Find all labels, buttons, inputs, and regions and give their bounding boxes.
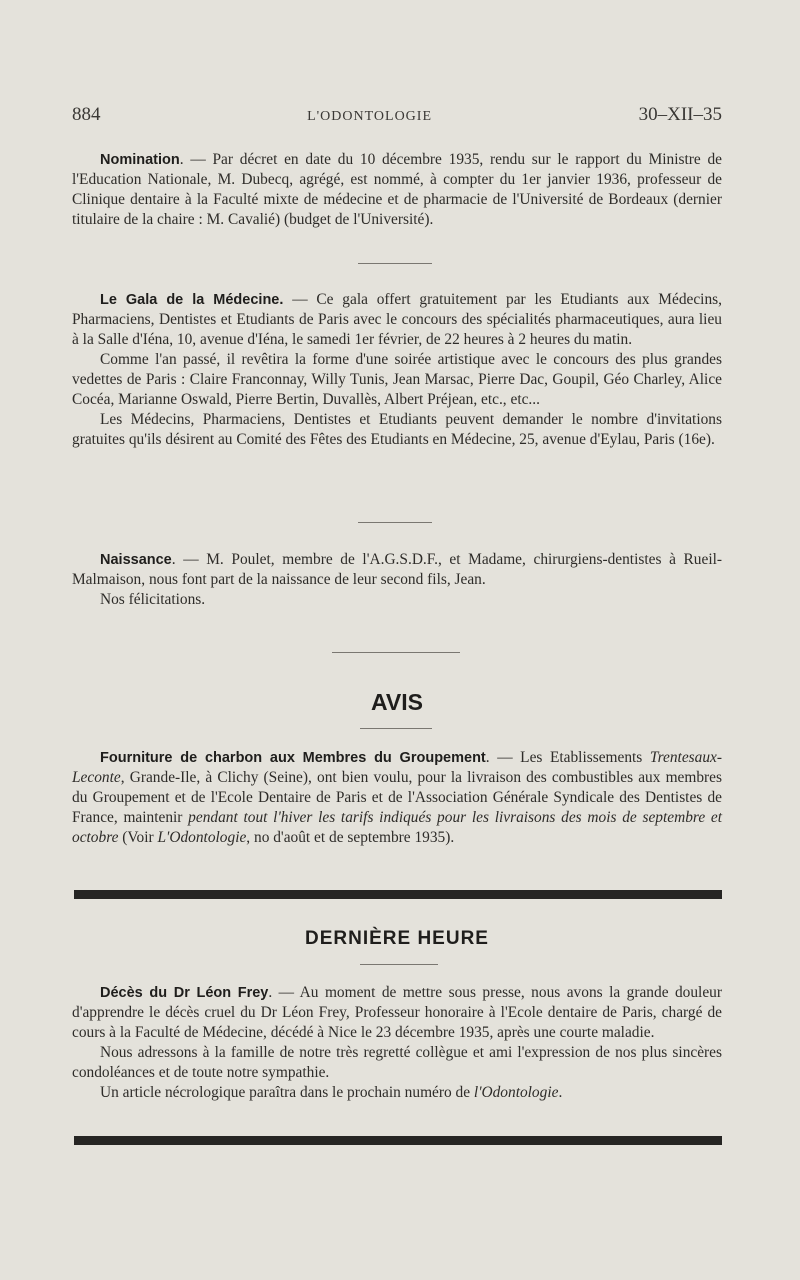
issue-date: 30–XII–35 — [638, 104, 722, 125]
nomination-title: Nomination — [100, 152, 180, 168]
section-divider — [358, 522, 432, 523]
top-black-band — [74, 890, 722, 899]
gala-paragraph-3: Les Médecins, Pharmaciens, Dentistes et Etudiants peuvent demander le nombre d'invitations gratuites qu'ils désirent au Comité des Fêtes des Etudiants en Médecine, 25, avenue d'Eylau, Paris (16e). — [72, 411, 722, 448]
avis-section — [72, 748, 722, 848]
derniere-heure-section — [72, 983, 722, 1103]
heading-underline — [360, 728, 432, 729]
naissance-text-1: . — M. Poulet, membre de l'A.G.S.D.F., et Madame, chirurgiens-dentistes à Rueil-Malmaison, nous font part de la naissance de leur second fils, Jean. — [72, 551, 722, 588]
journal-title: L'ODONTOLOGIE — [307, 109, 433, 124]
avis-text-4: , no d'août et de septembre 1935). — [246, 829, 455, 846]
avis-title: Fourniture de charbon aux Membres du Groupement — [100, 750, 486, 766]
obituary-text-3: Un article nécrologique paraîtra dans le prochain numéro de — [100, 1084, 474, 1101]
bottom-black-band — [74, 1136, 722, 1145]
section-divider — [358, 263, 432, 264]
page-number: 884 — [72, 104, 101, 125]
obituary-title: Décès du Dr Léon Frey — [100, 985, 269, 1001]
nomination-section — [72, 150, 722, 230]
avis-paragraph — [72, 748, 722, 848]
nomination-text: . — Par décret en date du 10 décembre 1935, rendu sur le rapport du Ministre de l'Education Nationale, M. Dubecq, agrégé, est nommé, à compter du 1er janvier 1936, professeur de Clinique dentaire à la Faculté mixte de médecine et de pharmacie de l'Université de Bordeaux (dernier titulaire de la chaire : M. Cavalié) (budget de l'Université). — [72, 151, 722, 228]
avis-text-3: (Voir — [118, 829, 158, 846]
obituary-paragraph-3 — [72, 1083, 722, 1103]
avis-text-1: . — Les Etablissements — [485, 749, 650, 766]
gala-section — [72, 290, 722, 450]
naissance-paragraph-2: Nos félicitations. — [100, 591, 206, 608]
avis-heading: AVIS — [371, 689, 423, 715]
avis-emphasis: pendant tout l'hiver les tarifs indiqués pour les livraisons des mois de septembre et octobre — [72, 809, 722, 846]
obituary-text-1: . — Au moment de mettre sous presse, nous avons la grande douleur d'apprendre le décès cruel du Dr Léon Frey, Professeur honoraire à l'Ecole dentaire de Paris, chargé de cours à la Faculté de Médecine, décédé à Nice le 23 décembre 1935, après une courte maladie. — [72, 984, 722, 1041]
nomination-paragraph — [72, 150, 722, 230]
gala-paragraph-1 — [72, 290, 722, 350]
heading-underline — [360, 964, 438, 965]
gala-paragraph-2: Comme l'an passé, il revêtira la forme d'une soirée artistique avec le concours des plus grandes vedettes de Paris : Claire Franconnay, Willy Tunis, Jean Marsac, Pierre Dac, Goupil, Géo Charley, Alice Cocéa, Marianne Oswald, Pierre Bertin, Duvallès, Albert Préjean, etc., etc... — [72, 351, 722, 408]
avis-text-2: , Grande-Ile, à Clichy (Seine), ont bien voulu, pour la livraison des combustibles aux membres du Groupement et de l'Ecole Dentaire de Paris et de l'Association Générale Syndicale des Dentistes de France, maintenir — [72, 769, 722, 826]
naissance-title: Naissance — [100, 552, 172, 568]
company-name: Trentesaux-Leconte — [72, 749, 722, 786]
obituary-paragraph-1 — [72, 983, 722, 1043]
obituary-text-3-end: . — [558, 1084, 563, 1101]
journal-reference: l'Odontologie — [473, 1084, 559, 1101]
running-head — [72, 104, 722, 126]
section-divider — [332, 652, 460, 653]
naissance-section — [72, 550, 722, 610]
obituary-paragraph-2: Nous adressons à la famille de notre très regretté collègue et ami l'expression de nos plus sincères condoléances et de toute notre sympathie. — [72, 1044, 722, 1081]
naissance-paragraph-1 — [72, 550, 722, 590]
gala-text-1: — Ce gala offert gratuitement par les Etudiants aux Médecins, Pharmaciens, Dentistes et Etudiants de Paris avec le concours des spécialités pharmaceutiques, aura lieu à la Salle d'Iéna, 10, avenue d'Iéna, le samedi 1er février, de 22 heures à 2 heures du matin. — [72, 291, 722, 348]
journal-reference: L'Odontologie — [157, 829, 247, 846]
gala-title: Le Gala de la Médecine. — [100, 292, 284, 308]
derniere-heure-heading: DERNIÈRE HEURE — [305, 928, 489, 949]
